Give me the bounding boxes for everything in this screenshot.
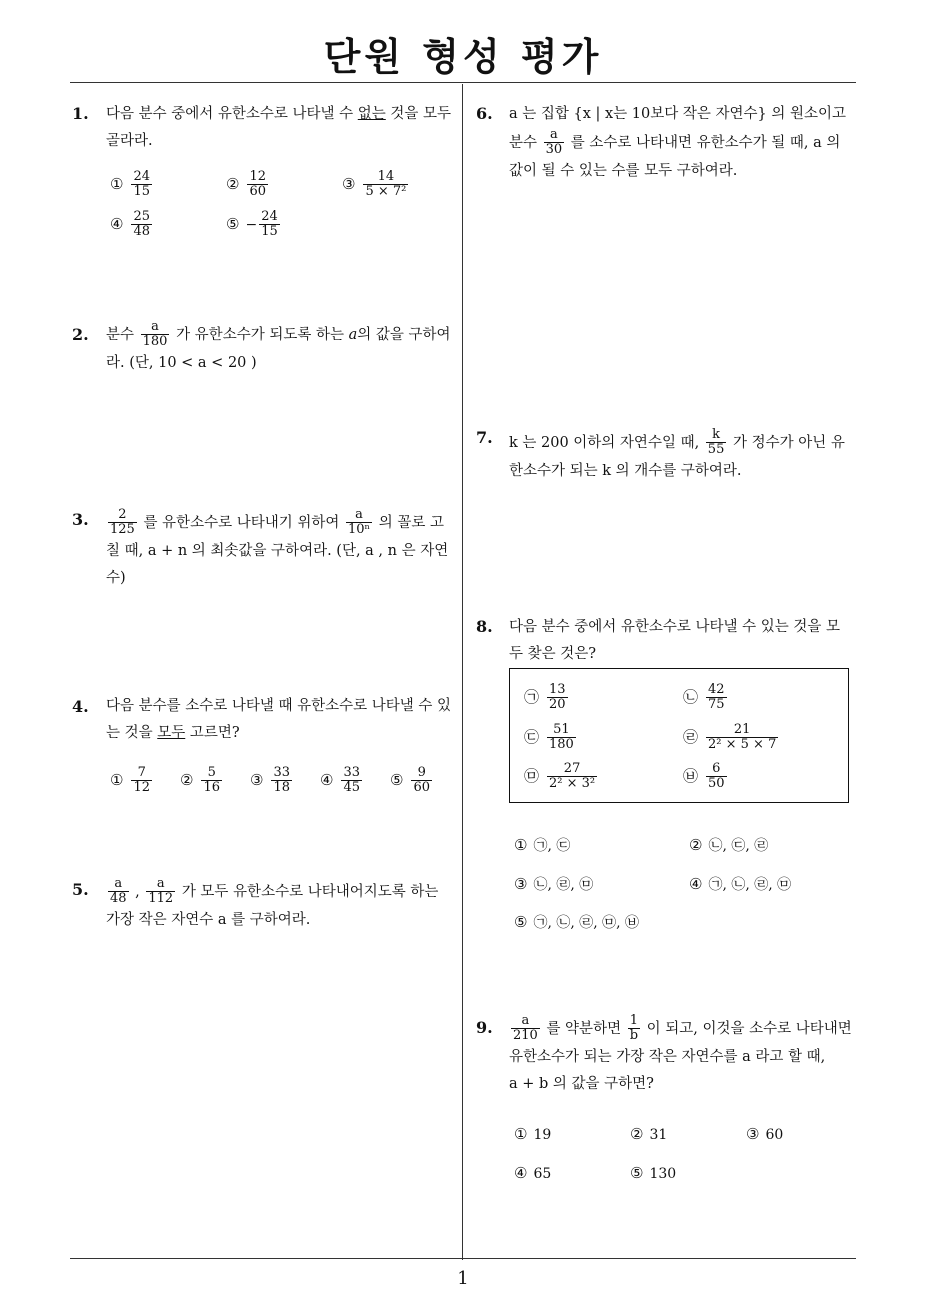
- fraction: [341, 766, 362, 796]
- q8-line-1: 다음 분수 중에서 유한소수로 나타낼 수 있는 것을 모: [509, 619, 841, 635]
- q8-item: [683, 723, 780, 753]
- q8-item: [524, 723, 578, 753]
- fraction: [201, 766, 222, 796]
- q9-line-2: 유한소수가 되는 가장 작은 자연수를 a 라고 할 때,: [509, 1048, 826, 1065]
- q4-option-5[interactable]: [390, 766, 434, 796]
- numerator: 12: [249, 169, 266, 184]
- denominator: 20: [549, 697, 566, 713]
- q1-option-5[interactable]: [226, 210, 282, 240]
- q9-option-2[interactable]: [630, 1125, 667, 1143]
- item-mark: ㉠: [524, 687, 540, 706]
- top-rule: [70, 82, 856, 83]
- denominator: 5 × 7²: [365, 184, 407, 200]
- option-text: 65: [533, 1166, 552, 1182]
- numerator: k: [706, 428, 727, 443]
- q8-item: [524, 683, 570, 713]
- item-mark: ㉢: [524, 727, 540, 746]
- fraction: [511, 1014, 540, 1044]
- denominator: b: [629, 1028, 639, 1044]
- fraction: [141, 320, 170, 350]
- option-mark: ⑤: [514, 913, 528, 931]
- numerator: 2: [108, 508, 137, 523]
- q9-option-3[interactable]: [746, 1125, 783, 1143]
- option-mark: ④: [110, 214, 124, 233]
- option-mark: ④: [320, 770, 334, 789]
- page-title: 단원 형성 평가: [323, 35, 603, 79]
- fraction: [108, 877, 129, 907]
- q5-text-a: 가 모두 유한소수로 나타내어지도록 하는 가장 작은 자연수 a 를 구하여라.: [106, 883, 439, 928]
- option-mark: ①: [514, 1125, 528, 1143]
- numerator: a: [108, 877, 129, 892]
- numerator: a: [544, 128, 565, 143]
- minus-sign: −: [245, 216, 258, 233]
- q8-text: [509, 614, 859, 668]
- q4-option-2[interactable]: [180, 766, 224, 796]
- q7-text-a: k 는 200 이하의 자연수일 때,: [509, 434, 700, 451]
- q7-number: 7.: [476, 428, 493, 447]
- q1-option-3[interactable]: [342, 170, 410, 200]
- denominator: 2² × 3²: [549, 776, 596, 792]
- q7-line-2: 한소수가 되는 k 의 개수를 구하여라.: [509, 462, 742, 479]
- denominator: 125: [110, 522, 135, 538]
- fraction: [411, 766, 432, 796]
- q4-text: [106, 693, 456, 747]
- option-mark: ②: [226, 174, 240, 193]
- q8-option-3[interactable]: [514, 874, 593, 894]
- denominator: 48: [110, 891, 127, 907]
- item-mark: ㉤: [524, 766, 540, 785]
- fraction: [544, 128, 565, 158]
- q8-item: [683, 683, 729, 713]
- comma: ,: [135, 883, 140, 900]
- q6-number: 6.: [476, 104, 493, 123]
- option-mark: ②: [689, 836, 703, 854]
- fraction: [108, 508, 137, 538]
- fraction: [346, 508, 372, 538]
- denominator: 45: [343, 780, 360, 796]
- denominator: 210: [513, 1028, 538, 1044]
- q1-option-1[interactable]: [110, 170, 154, 200]
- numerator: 33: [273, 765, 290, 780]
- q1-underlined: 없는: [357, 106, 386, 122]
- option-mark: ⑤: [226, 214, 240, 233]
- numerator: 51: [547, 723, 576, 738]
- numerator: 25: [133, 209, 150, 224]
- fraction: [706, 723, 778, 753]
- q6-line-1: a 는 집합 {x | x는 10보다 작은 자연수} 의 원소이고: [509, 106, 846, 122]
- fraction: [706, 762, 727, 792]
- option-mark: ⑤: [390, 770, 404, 789]
- q3-number: 3.: [72, 510, 89, 529]
- option-mark: ②: [180, 770, 194, 789]
- q7-line-1: [509, 428, 859, 458]
- q3-text-b: 의 꼴로 고칠 때, a + n 의 최솟값을 구하여라. (단, a , n 은 자연수): [106, 514, 449, 586]
- denominator: 10ⁿ: [347, 522, 371, 538]
- q9-text: [509, 1014, 859, 1098]
- q3-text-a: 를 유한소수로 나타내기 위하여: [143, 514, 340, 531]
- q2-text-b: 가 유한소수가 되도록 하는: [176, 326, 344, 343]
- q9-text-b: 이 되고, 이것을 소수로 나타내면: [646, 1020, 852, 1037]
- option-text: 31: [649, 1127, 668, 1143]
- denominator: 2² × 5 × 7: [708, 737, 777, 753]
- fraction: [706, 683, 727, 713]
- q9-line-1: [509, 1014, 859, 1044]
- q9-number: 9.: [476, 1018, 493, 1037]
- numerator: 42: [708, 682, 725, 697]
- q9-option-5[interactable]: [630, 1164, 676, 1182]
- item-mark: ㉣: [683, 727, 699, 746]
- option-text: ㉡, ㉢, ㉣: [708, 838, 769, 854]
- option-mark: ④: [514, 1164, 528, 1182]
- numerator: 5: [201, 766, 222, 781]
- fraction: [131, 170, 152, 200]
- denominator: 15: [261, 224, 278, 240]
- q4-option-1[interactable]: [110, 766, 154, 796]
- fraction: [363, 170, 408, 200]
- item-mark: ㉡: [683, 687, 699, 706]
- variable: a: [348, 326, 358, 343]
- numerator: a: [346, 508, 372, 523]
- numerator: 1: [628, 1014, 640, 1029]
- q8-line-2: 두 찾은 것은?: [509, 646, 597, 662]
- q4-option-3[interactable]: [250, 766, 294, 796]
- option-mark: ④: [689, 875, 703, 893]
- fraction: [271, 766, 292, 796]
- fraction: [131, 766, 152, 796]
- denominator: 180: [142, 334, 168, 350]
- option-text: ㉡, ㉣, ㉤: [533, 877, 594, 893]
- option-mark: ③: [342, 174, 356, 193]
- numerator: 24: [133, 169, 150, 184]
- q1-text: [106, 101, 456, 155]
- q8-option-2[interactable]: [689, 835, 768, 855]
- q9-option-1[interactable]: [514, 1125, 551, 1143]
- q2-text-a: 분수: [106, 326, 135, 343]
- option-text: ㉠, ㉡, ㉣, ㉤, ㉥: [533, 915, 640, 931]
- option-text: 60: [765, 1127, 784, 1143]
- numerator: 24: [261, 209, 278, 224]
- fraction: [706, 428, 727, 458]
- denominator: 30: [545, 142, 563, 158]
- numerator: 6: [706, 762, 727, 777]
- q7-text-b: 가 정수가 아닌 유: [732, 434, 845, 451]
- denominator: 18: [273, 780, 290, 796]
- numerator: a: [141, 320, 170, 335]
- q8-option-4[interactable]: [689, 874, 791, 894]
- q2-text-c: 의 값을 구하여라. (단, 10 < a < 20 ): [106, 326, 451, 371]
- q2-number: 2.: [72, 325, 89, 344]
- denominator: 50: [708, 776, 725, 792]
- denominator: 16: [203, 780, 220, 796]
- q6-line-2: [509, 128, 859, 158]
- option-mark: ③: [514, 875, 528, 893]
- q9-line-3: a + b 의 값을 구하면?: [509, 1075, 654, 1092]
- option-mark: ①: [514, 836, 528, 854]
- numerator: 27: [547, 762, 597, 777]
- bottom-rule: [70, 1258, 856, 1259]
- q4-text-b: 고르면?: [185, 725, 240, 741]
- q3-text: [106, 508, 456, 592]
- numerator: a: [511, 1014, 540, 1029]
- option-mark: ①: [110, 174, 124, 193]
- q6-text-b: 를 소수로 나타내면 유한소수가 될 때, a 의: [570, 134, 841, 151]
- q5-text: [106, 877, 456, 934]
- option-text: 130: [649, 1166, 677, 1182]
- q1-number: 1.: [72, 104, 89, 123]
- option-mark: ①: [110, 770, 124, 789]
- fraction: [131, 210, 152, 240]
- numerator: 13: [549, 682, 566, 697]
- q9-option-4[interactable]: [514, 1164, 551, 1182]
- option-text: ㉠, ㉢: [533, 838, 571, 854]
- q8-option-5[interactable]: [514, 912, 639, 932]
- option-mark: ⑤: [630, 1164, 644, 1182]
- q6-text-a: 분수: [509, 134, 538, 151]
- option-mark: ③: [250, 770, 264, 789]
- q1-text-a: 다음 분수 중에서 유한소수로 나타낼 수: [106, 106, 358, 122]
- numerator: a: [146, 877, 175, 892]
- option-mark: ③: [746, 1125, 760, 1143]
- numerator: 14: [363, 170, 408, 185]
- denominator: 55: [707, 442, 725, 458]
- option-text: 19: [533, 1127, 552, 1143]
- denominator: 75: [708, 697, 725, 713]
- q9-text-a: 를 약분하면: [546, 1020, 622, 1037]
- denominator: 60: [413, 780, 430, 796]
- q4-option-4[interactable]: [320, 766, 364, 796]
- numerator: 33: [343, 765, 360, 780]
- denominator: 12: [133, 780, 150, 796]
- q1-option-2[interactable]: [226, 170, 270, 200]
- numerator: 21: [706, 723, 778, 738]
- fraction: [547, 683, 568, 713]
- q8-item: [524, 762, 599, 792]
- numerator: 7: [131, 766, 152, 781]
- fraction: [628, 1014, 640, 1044]
- q8-item: [683, 762, 729, 792]
- q1-text-b: 것을 모두 골라라.: [106, 106, 452, 149]
- denominator: 48: [133, 224, 150, 240]
- fraction: [247, 170, 268, 200]
- q5-number: 5.: [72, 880, 89, 899]
- q4-text-a: 다음 분수를 소수로 나타낼 때 유한소수로 나타낼 수 있는 것을: [106, 698, 452, 741]
- q6-line-3: 값이 될 수 있는 수를 모두 구하여라.: [509, 162, 738, 179]
- q4-number: 4.: [72, 697, 89, 716]
- denominator: 60: [249, 184, 266, 200]
- q2-text: [106, 320, 456, 377]
- fraction: [547, 723, 576, 753]
- q8-option-1[interactable]: [514, 835, 570, 855]
- numerator: 9: [411, 766, 432, 781]
- denominator: 180: [549, 737, 574, 753]
- option-mark: ②: [630, 1125, 644, 1143]
- q8-number: 8.: [476, 617, 493, 636]
- q1-option-4[interactable]: [110, 210, 154, 240]
- column-divider: [462, 84, 463, 1260]
- q6-text: [509, 101, 859, 185]
- option-text: ㉠, ㉡, ㉣, ㉤: [708, 877, 792, 893]
- denominator: 15: [133, 184, 150, 200]
- q7-text: [509, 428, 859, 485]
- fraction: [547, 762, 597, 792]
- q4-underlined: 모두: [157, 725, 186, 741]
- page-number: 1: [457, 1268, 469, 1289]
- denominator: 112: [148, 891, 174, 907]
- fraction: [146, 877, 175, 907]
- item-mark: ㉥: [683, 766, 699, 785]
- fraction: [259, 210, 280, 240]
